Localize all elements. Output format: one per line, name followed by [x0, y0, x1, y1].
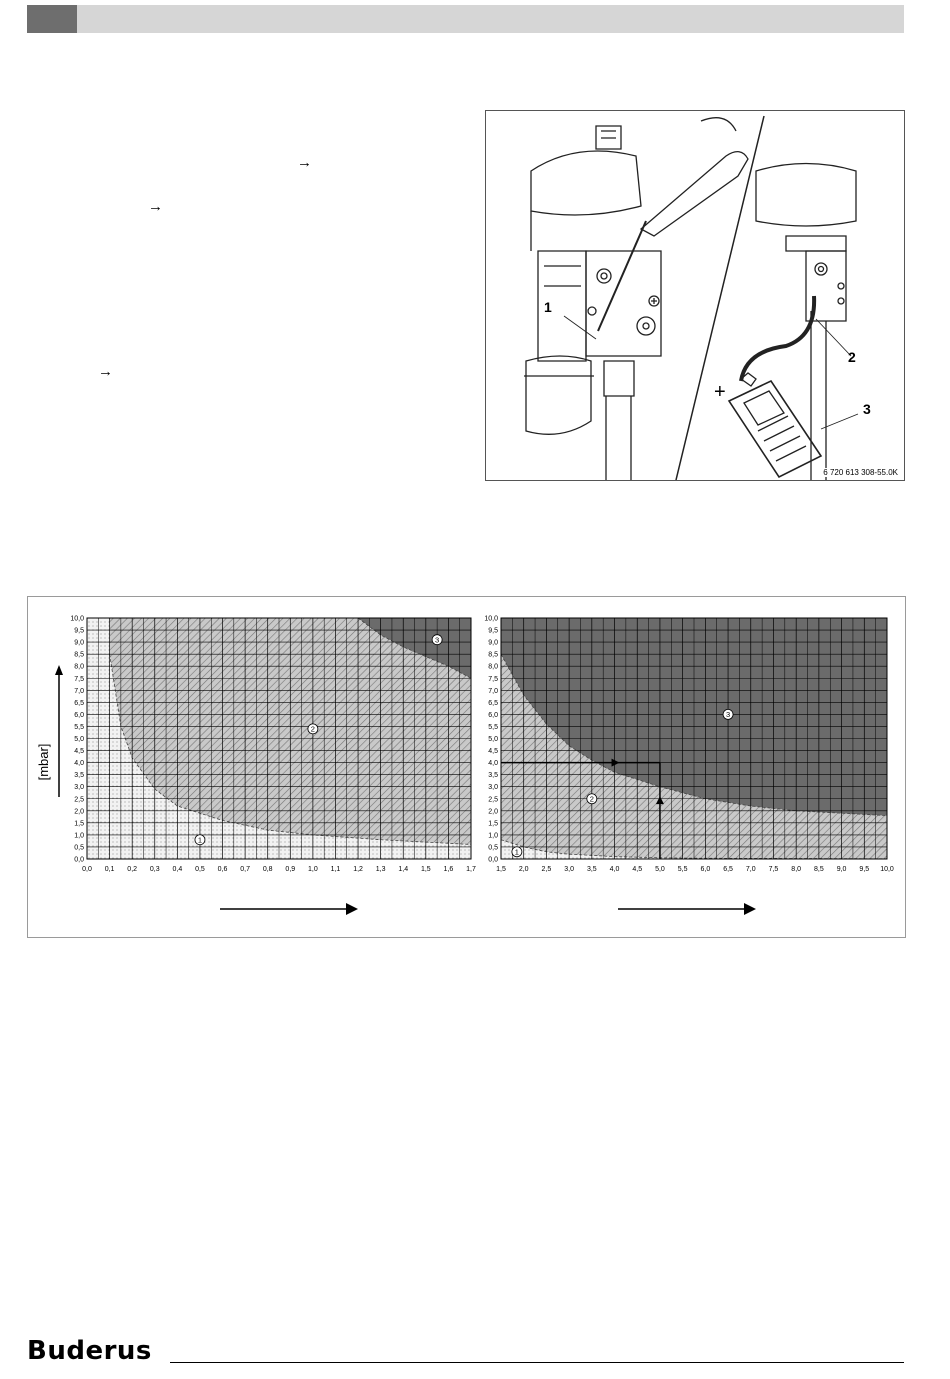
zone-label: 2: [310, 724, 315, 734]
y-tick-label: 2,5: [488, 796, 498, 804]
header-chapter-tab: [27, 5, 77, 33]
y-tick-label: 1,5: [74, 820, 84, 828]
x-tick-label: 0,9: [285, 866, 296, 873]
y-tick-label: 6,5: [488, 699, 498, 707]
x-tick-label: 6,5: [723, 866, 733, 873]
y-tick-label: 2,0: [74, 808, 84, 816]
y-tick-label: 5,0: [74, 736, 84, 743]
x-tick-label: 0,1: [104, 866, 115, 873]
arrow-right-icon: →: [98, 363, 113, 380]
zone-label: 1: [197, 835, 203, 845]
x-tick-label: 1,1: [330, 866, 341, 873]
x-tick-label: 1,7: [466, 866, 476, 873]
y-tick-label: 3,0: [74, 784, 84, 792]
y-tick-label: 1,0: [74, 832, 84, 840]
y-tick-label: 9,5: [488, 627, 498, 635]
x-tick-label: 1,6: [443, 866, 454, 873]
y-tick-label: 2,0: [488, 808, 498, 816]
y-tick-label: 8,0: [488, 663, 498, 671]
y-tick-label: 3,5: [488, 772, 498, 780]
x-tick-label: 0,2: [127, 866, 138, 873]
y-tick-label: 7,0: [488, 687, 498, 695]
x-tick-label: 0,5: [195, 866, 205, 873]
y-tick-label: 10,0: [70, 615, 84, 623]
x-tick-label: 4,0: [609, 866, 620, 873]
x-tick-label: 3,0: [564, 866, 574, 873]
x-tick-label: 7,0: [745, 866, 756, 873]
zone-label: 1: [514, 847, 519, 857]
x-axis-arrow-left: [220, 903, 358, 915]
arrow-right-icon: →: [297, 154, 312, 171]
y-tick-label: 8,5: [488, 651, 498, 659]
y-tick-label: 3,5: [74, 772, 84, 780]
y-tick-label: 5,5: [74, 723, 84, 731]
x-tick-label: 1,0: [308, 866, 318, 873]
y-tick-label: 9,0: [74, 639, 84, 647]
y-tick-label: 8,5: [74, 651, 84, 659]
callout-1: 1: [544, 299, 552, 315]
x-tick-label: 6,0: [700, 866, 711, 873]
x-tick-label: 10,0: [880, 866, 894, 873]
y-tick-label: 5,5: [488, 723, 498, 731]
x-tick-label: 0,0: [82, 866, 92, 873]
y-tick-label: 1,5: [488, 820, 498, 828]
y-tick-label: 6,0: [488, 711, 498, 719]
y-tick-label: 0,0: [74, 856, 84, 864]
x-tick-label: 9,0: [836, 866, 847, 873]
y-tick-label: 2,5: [74, 796, 84, 804]
y-tick-label: 0,0: [488, 856, 498, 864]
y-tick-label: 0,5: [488, 844, 498, 852]
x-tick-label: 4,5: [632, 866, 643, 873]
y-tick-label: 3,0: [488, 784, 498, 792]
x-tick-label: 1,2: [353, 866, 363, 873]
y-tick-label: 7,5: [488, 675, 498, 683]
x-tick-label: 1,5: [420, 866, 431, 873]
header-bar: [27, 5, 904, 33]
footer-rule: [170, 1362, 904, 1363]
zone-label: 3: [435, 635, 440, 645]
gas-valve-drawing: [486, 111, 904, 480]
y-tick-label: 9,5: [74, 627, 84, 635]
y-axis-label-group: [36, 665, 63, 797]
x-tick-label: 7,5: [768, 866, 779, 873]
x-tick-label: 8,0: [791, 866, 802, 873]
x-tick-label: 1,5: [496, 866, 506, 873]
y-tick-label: 10,0: [484, 615, 498, 623]
pressure-diagram: [28, 597, 905, 937]
x-tick-label: 0,3: [149, 866, 160, 873]
y-tick-label: 9,0: [488, 639, 498, 647]
y-tick-label: 1,0: [488, 832, 498, 840]
x-tick-label: 0,7: [240, 866, 250, 873]
y-tick-label: 4,0: [488, 760, 498, 768]
x-tick-label: 3,5: [586, 866, 597, 873]
x-tick-label: 0,8: [262, 866, 273, 873]
y-axis-label: [mbar]: [36, 743, 51, 781]
y-tick-label: 6,0: [74, 711, 84, 719]
y-tick-label: 5,0: [488, 736, 498, 743]
x-tick-label: 5,5: [677, 866, 688, 873]
x-tick-label: 2,0: [518, 866, 529, 873]
x-tick-label: 8,5: [814, 866, 824, 873]
x-tick-label: 9,5: [859, 866, 870, 873]
x-tick-label: 1,4: [398, 866, 409, 873]
pressure-diagram-frame: [27, 596, 906, 938]
y-tick-label: 4,5: [74, 748, 84, 756]
x-tick-label: 0,4: [172, 866, 183, 873]
y-tick-label: 8,0: [74, 663, 84, 671]
x-tick-label: 1,3: [375, 866, 386, 873]
zone-label: 2: [589, 794, 594, 804]
zone-label: 3: [725, 710, 731, 720]
gas-valve-illustration: [485, 110, 905, 481]
arrow-right-icon: →: [148, 198, 163, 215]
y-axis-arrow-head: [55, 665, 63, 675]
chart-right: [484, 616, 894, 874]
plus-sign: +: [714, 381, 726, 403]
figure-code: 6 720 613 308-55.0K: [823, 468, 898, 477]
chart-left: [70, 616, 476, 874]
x-axis-arrow-right: [618, 903, 756, 915]
x-tick-label: 2,5: [541, 866, 552, 873]
x-tick-label: 5,0: [655, 866, 665, 873]
buderus-logo: Buderus: [27, 1336, 152, 1366]
callout-2: 2: [848, 349, 856, 365]
y-tick-label: 6,5: [74, 699, 84, 707]
y-tick-label: 7,0: [74, 687, 84, 695]
y-tick-label: 4,5: [488, 748, 498, 756]
y-tick-label: 4,0: [74, 760, 84, 768]
y-tick-label: 7,5: [74, 675, 84, 683]
y-tick-label: 0,5: [74, 844, 84, 852]
x-tick-label: 0,6: [217, 866, 228, 873]
callout-3: 3: [863, 401, 871, 417]
